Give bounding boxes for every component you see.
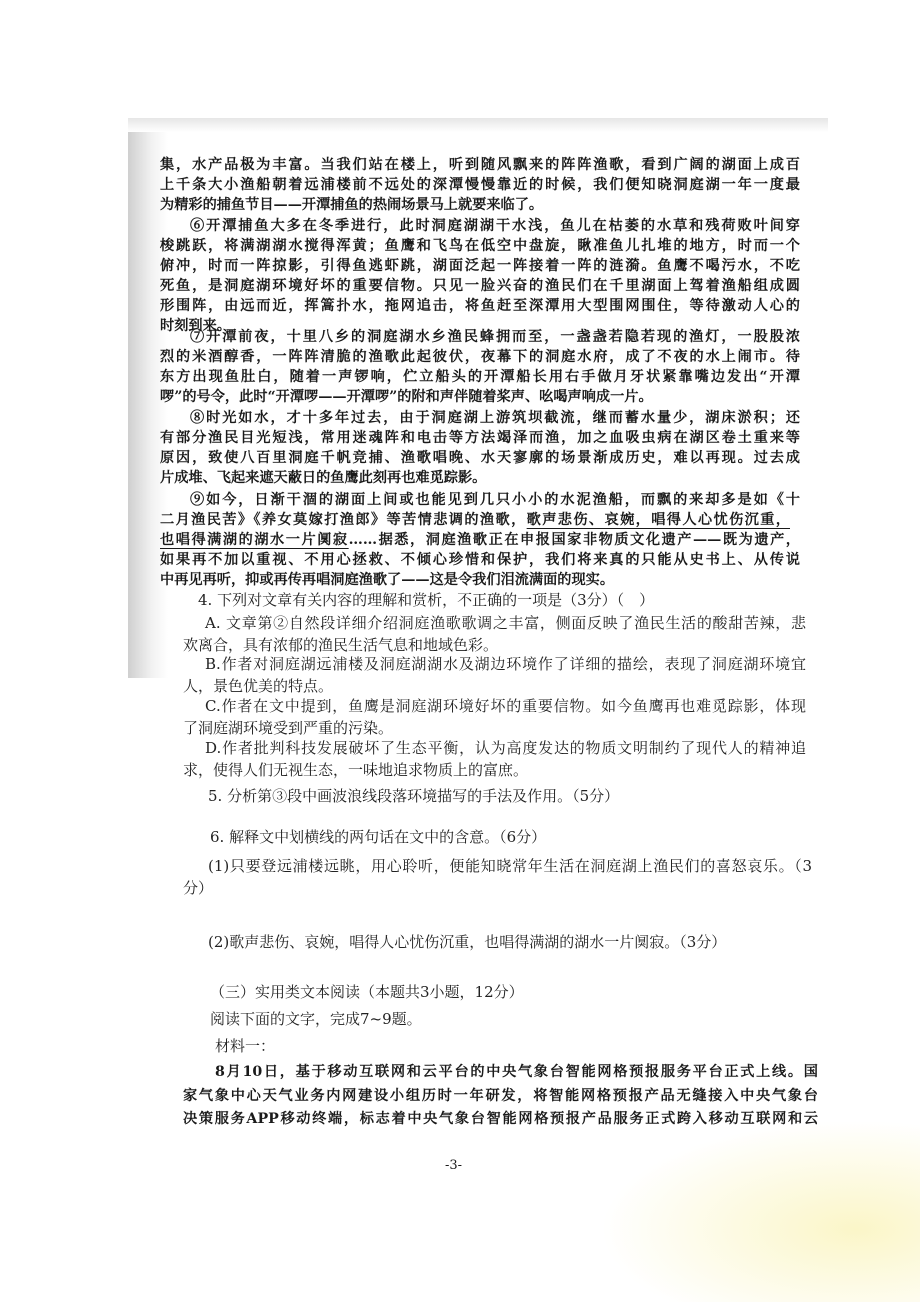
material-label: 材料一： [215,1037,276,1055]
question-4: 4. 下列对文章有关内容的理解和赏析，不正确的一项是（3分）（ ） [198,591,655,609]
material-line: 8月10日，基于移动互联网和云平台的中央气象台智能网格预报服务平台正式上线。国 [215,1064,818,1080]
passage-line: 俯冲，时而一阵掠影，引得鱼逃虾跳，湖面泛起一阵接着一阵的涟漪。鱼鹰不喝污水，不吃 [160,258,800,274]
passage-line: ⑦开潭前夜，十里八乡的洞庭湖水乡渔民蜂拥而至，一盏盏若隐若现的渔灯，一股股浓 [190,329,800,345]
material-line: 家气象中心天气业务内网建设小组历时一年研发，将智能网格预报产品无缝接入中央气象台 [183,1088,818,1104]
passage-line: 为精彩的捕鱼节目——开潭捕鱼的热闹场景马上就要来临了。 [160,197,544,213]
text-segment: ……据悉，洞庭渔歌正在申报国家非物质文化遗产——既为遗产， [348,532,800,548]
text-segment: 二月渔民苦》《养女莫嫁打渔郎》等苦情悲调的渔歌， [160,512,527,528]
option-b-cont: 人，景色优美的特点。 [183,677,334,695]
option-d-cont: 求，使得人们无视生态，一味地追求物质上的富庶。 [183,761,529,779]
question-6: 6. 解释文中划横线的两句话在文中的含意。（6分） [210,828,547,846]
paper-stain [600,1120,920,1302]
underlined-sentence: 也唱得满湖的湖水一片阒寂 [160,532,349,548]
question-6-2: (2)歌声悲伤、哀婉，唱得人心忧伤沉重，也唱得满湖的湖水一片阒寂。（3分） [208,933,727,951]
passage-line: 有部分渔民目光短浅，常用迷魂阵和电击等方法竭泽而渔，加之血吸虫病在湖区卷土重来等 [160,430,800,446]
passage-line: ⑧时光如水，才十多年过去，由于洞庭湖上游筑坝截流，继而蓄水量少，湖床淤积；还 [190,410,800,426]
option-a: A. 文章第②自然段详细介绍洞庭渔歌歌调之丰富，侧面反映了渔民生活的酸甜苦辣，悲 [205,614,806,632]
passage-line: 集，水产品极为丰富。当我们站在楼上，听到随风飘来的阵阵渔歌，看到广阔的湖面上成百 [160,157,800,173]
passage-line [160,510,790,530]
section-heading: （三）实用类文本阅读（本题共3小题，12分） [210,983,524,1001]
option-c-cont: 了洞庭湖环境受到严重的污染。 [183,719,394,737]
option-c: C.作者在文中提到，鱼鹰是洞庭湖环境好坏的重要信物。如今鱼鹰再也难觅踪影，体现 [205,697,806,715]
passage-line: 形围阵，由远而近，挥篙扑水，拖网追击，将鱼赶至深潭用大型围网围住，等待激动人心的 [160,298,800,314]
passage-line: ⑨如今，日渐干涸的湖面上间或也能见到几只小小的水泥渔船，而飘的来却多是如《十 [190,492,800,508]
material-line: 决策服务APP移动终端，标志着中央气象台智能网格预报产品服务正式跨入移动互联网和云 [183,1111,818,1127]
question-6-1-cont: 分） [183,879,214,897]
passage-line: 原因，致使八百里洞庭千帆竞捕、渔歌唱晚、水天寥廓的场景渐成历史，难以再现。过去成 [160,450,800,466]
question-5: 5. 分析第③段中画波浪线段落环境描写的手法及作用。（5分） [208,787,620,805]
scan-shadow-top [128,118,828,132]
passage-line: 片成堆、飞起来遮天蔽日的鱼鹰此刻再也难觅踪影。 [160,470,487,486]
passage-line: 东方出现鱼肚白，随着一声锣响，伫立船头的开潭船长用右手做月牙状紧靠嘴边发出“开潭 [160,369,800,385]
option-d: D.作者批判科技发展破坏了生态平衡，认为高度发达的物质文明制约了现代人的精神追 [205,739,806,757]
underlined-sentence: 歌声悲伤、哀婉，唱得人心忧伤沉重， [526,512,790,528]
section-instruction: 阅读下面的文字，完成7~9题。 [210,1010,422,1028]
passage-line: 中再见再听，抑或再传再唱洞庭渔歌了——这是令我们泪流满面的现实。 [160,572,615,588]
passage-line: ⑥开潭捕鱼大多在冬季进行，此时洞庭湖湖干水浅，鱼儿在枯萎的水草和残荷败叶间穿 [190,218,800,234]
passage-line: 啰”的号令，此时“开潭啰——开潭啰”的附和声伴随着桨声、吆喝声响成一片。 [160,389,653,405]
passage-line [160,530,800,550]
question-6-1: (1)只要登远浦楼远眺，用心聆听，便能知晓常年生活在洞庭湖上渔民们的喜怒哀乐。（3 [208,857,812,875]
passage-line: 死鱼，是洞庭湖环境好坏的重要信物。只见一脸兴奋的渔民们在千里湖面上驾着渔船组成圆 [160,278,800,294]
passage-line: 梭跳跃，将满湖湖水搅得浑黄；鱼鹰和飞鸟在低空中盘旋，瞅准鱼儿扎堆的地方，时而一个 [160,238,800,254]
option-a-cont: 欢离合，具有浓郁的渔民生活气息和地域色彩。 [183,636,499,654]
passage-line: 上千条大小渔船朝着远浦楼前不远处的深潭慢慢靠近的时候，我们便知晓洞庭湖一年一度最 [160,177,800,193]
option-b: B.作者对洞庭湖远浦楼及洞庭湖湖水及湖边环境作了详细的描绘，表现了洞庭湖环境宜 [205,655,806,673]
passage-line: 如果再不加以重视、不用心拯救、不倾心珍惜和保护，我们将来真的只能从史书上、从传说 [160,552,800,568]
passage-line: 烈的米酒醇香，一阵阵清脆的渔歌此起彼伏，夜幕下的洞庭水府，成了不夜的水上闹市。待 [160,349,800,365]
passage-line: 时刻到来。 [160,318,231,334]
page-number: -3- [445,1158,463,1173]
